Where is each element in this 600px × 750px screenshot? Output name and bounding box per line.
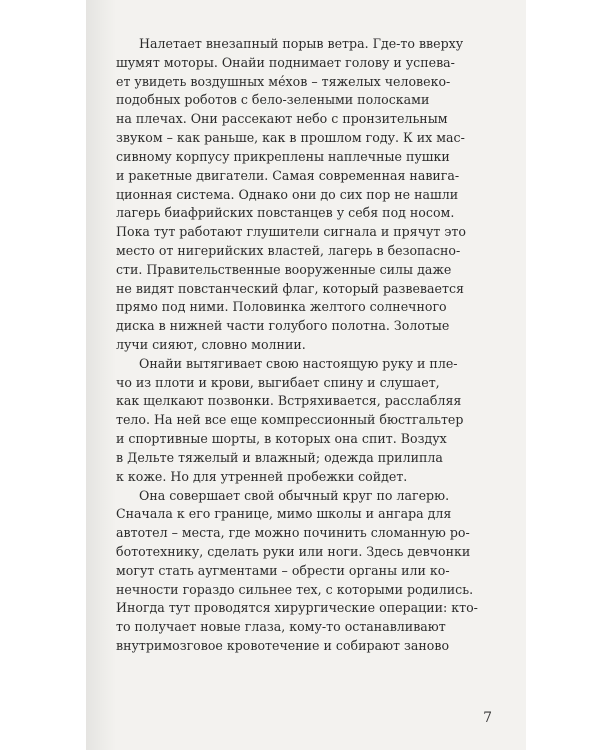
text-line: Сначала к его границе, мимо школы и ангара для (116, 506, 452, 522)
text-line: звуком – как раньше, как в прошлом году. К их мас- (116, 130, 465, 146)
text-line: внутримозговое кровотечение и собирают заново (116, 638, 450, 653)
page-gutter-shadow (86, 0, 116, 750)
text-line: Она совершает свой обычный круг по лагерю. (139, 487, 450, 503)
text-line: лагерь биафрийских повстанцев у себя под носом. (116, 205, 455, 221)
text-line: Иногда тут проводятся хирургические операции: кто- (116, 600, 478, 616)
text-line: и ракетные двигатели. Самая современная навига- (116, 167, 460, 183)
text-line: к коже. Но для утренней пробежки сойдет. (116, 468, 408, 484)
text-line: Пока тут работают глушители сигнала и прячут это (116, 224, 466, 240)
text-line: ционная система. Однако они до сих пор не нашли (116, 186, 459, 202)
text-line: на плечах. Они рассекают небо с пронзительным (116, 111, 448, 127)
text-line: нечности гораздо сильнее тех, с которыми родились. (116, 581, 474, 597)
text-line: и спортивные шорты, в которых она спит. Воздух (116, 431, 447, 447)
text-line: ет увидеть воздушных мéхов – тяжелых человеко- (116, 73, 451, 89)
text-line: не видят повстанческий флаг, который развевается (116, 280, 464, 296)
text-line: чо из плоти и крови, выгибает спину и слушает, (116, 374, 440, 390)
page-body-text (116, 35, 490, 656)
text-line: автотел – места, где можно починить сломанную ро- (116, 525, 470, 541)
text-line: как щелкают позвонки. Встряхивается, расслабляя (116, 393, 462, 409)
page-number: 7 (483, 710, 492, 726)
text-line: то получает новые глаза, кому-то останавливают (116, 619, 446, 635)
text-line: могут стать аугментами – обрести органы или ко- (116, 562, 450, 578)
text-line: тело. На ней все еще компрессионный бюстгальтер (116, 412, 464, 428)
text-line: подобных роботов с бело-зелеными полосками (116, 92, 430, 108)
text-line: шумят моторы. Онайи поднимает голову и успева- (116, 54, 455, 70)
text-line: сти. Правительственные вооруженные силы даже (116, 261, 452, 277)
text-line: бототехнику, сделать руки или ноги. Здесь девчонки (116, 543, 471, 559)
text-line: сивному корпусу прикреплены наплечные пушки (116, 148, 450, 164)
text-line: место от нигерийских властей, лагерь в безопасно- (116, 242, 461, 258)
text-line: Онайи вытягивает свою настоящую руку и пле- (139, 355, 458, 371)
text-line: Налетает внезапный порыв ветра. Где-то вверху (139, 36, 464, 51)
text-line: в Дельте тяжелый и влажный; одежда прилипла (116, 449, 443, 465)
text-line: прямо под ними. Половинка желтого солнечного (116, 299, 447, 315)
text-line: лучи сияют, словно молнии. (116, 337, 306, 352)
text-line: диска в нижней части голубого полотна. Золотые (116, 318, 450, 334)
